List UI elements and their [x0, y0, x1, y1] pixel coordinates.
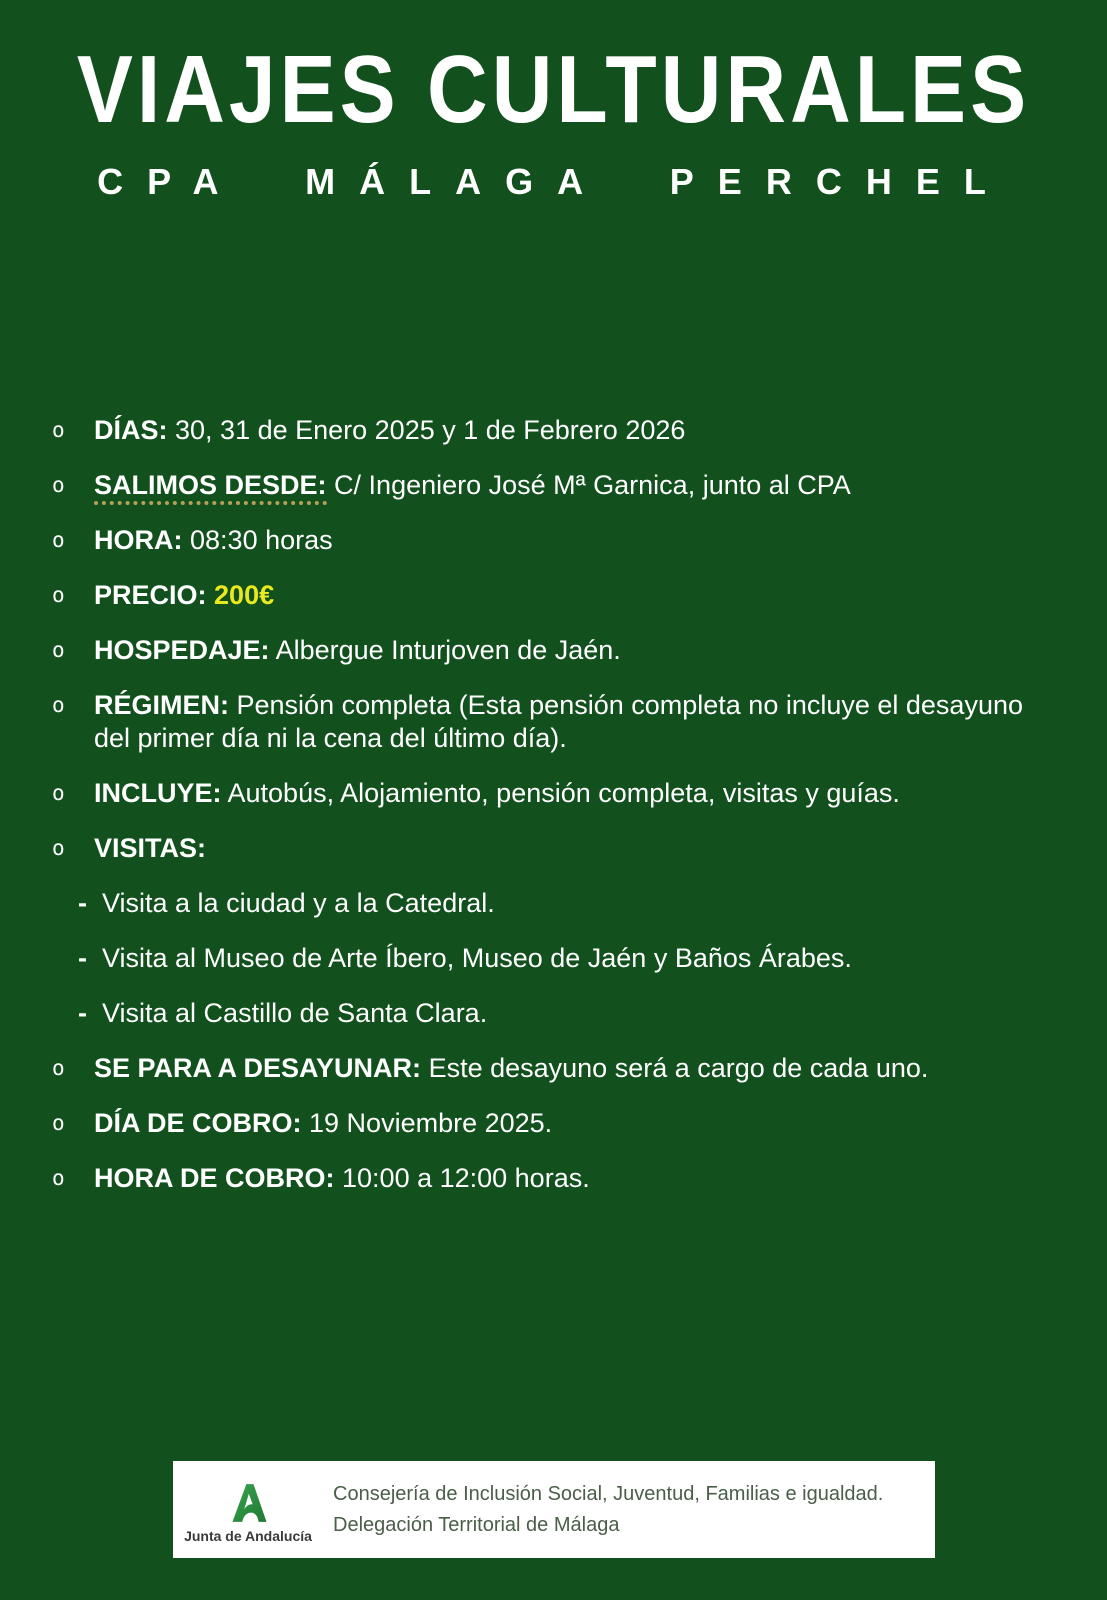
list-item-content: [94, 579, 274, 612]
list-item: [52, 689, 1077, 755]
junta-logo-text: Junta de Andalucía: [184, 1527, 312, 1544]
item-value: Visita al Museo de Arte Íbero, Museo de Jaén y Baños Árabes.: [102, 943, 852, 973]
item-value: Autobús, Alojamiento, pensión completa, visitas y guías.: [227, 778, 900, 808]
list-item-content: [102, 942, 852, 975]
bullet-marker: o: [52, 473, 65, 497]
list-item: [52, 524, 1077, 557]
list-item-content: [94, 1052, 928, 1085]
item-value: Pensión completa (Esta pensión completa no incluye el desayuno del primer día ni la cena del último día).: [94, 690, 1023, 753]
poster-header: [0, 0, 1107, 203]
bullet-marker: o: [52, 528, 65, 552]
item-value: 19 Noviembre 2025.: [309, 1108, 553, 1138]
item-label: HORA DE COBRO:: [94, 1163, 335, 1193]
bullet-marker: o: [52, 638, 65, 662]
list-item: [52, 579, 1077, 612]
bullet-marker: o: [52, 1111, 65, 1135]
item-label: PRECIO:: [94, 580, 207, 610]
list-item-content: [102, 887, 495, 920]
bullet-marker: o: [52, 1056, 65, 1080]
list-item: [52, 414, 1077, 447]
poster-subtitle: CPA MÁLAGA PERCHEL: [97, 161, 1010, 202]
list-item: [52, 469, 1077, 502]
bullet-marker: o: [52, 1166, 65, 1190]
list-item-content: [94, 689, 1054, 755]
list-item-content: [94, 1107, 552, 1140]
item-label: RÉGIMEN:: [94, 690, 229, 720]
list-item-content: [94, 1162, 590, 1195]
item-value: Este desayuno será a cargo de cada uno.: [428, 1053, 929, 1083]
item-value: 10:00 a 12:00 horas.: [342, 1163, 590, 1193]
list-item: [52, 942, 1077, 975]
list-item: [52, 1162, 1077, 1195]
item-label: HOSPEDAJE:: [94, 635, 270, 665]
list-item: [52, 777, 1077, 810]
item-value: 08:30 horas: [190, 525, 333, 555]
bullet-marker: o: [52, 781, 65, 805]
item-value: Albergue Inturjoven de Jaén.: [275, 635, 621, 665]
footer-line1: Consejería de Inclusión Social, Juventud, Familias e igualdad.: [333, 1482, 884, 1505]
item-label: SALIMOS DESDE:: [94, 470, 327, 505]
list-item: [52, 887, 1077, 920]
list-item: [52, 997, 1077, 1030]
list-item-content: [94, 414, 685, 447]
item-label: SE PARA A DESAYUNAR:: [94, 1053, 422, 1083]
list-item: [52, 1052, 1077, 1085]
list-item-content: [94, 777, 900, 810]
bullet-marker: o: [52, 583, 65, 607]
bullet-marker: o: [52, 693, 65, 717]
item-label: DÍAS:: [94, 415, 168, 445]
item-label: VISITAS:: [94, 833, 207, 863]
list-item: [52, 832, 1077, 865]
list-item: [52, 634, 1077, 667]
item-value: Visita al Castillo de Santa Clara.: [102, 998, 488, 1028]
list-item: [52, 1107, 1077, 1140]
list-item-content: [94, 469, 851, 502]
item-label: HORA:: [94, 525, 183, 555]
item-label: DÍA DE COBRO:: [94, 1108, 302, 1138]
dash-marker: -: [78, 943, 87, 973]
footer-text: [333, 1479, 883, 1541]
bullet-marker: o: [52, 418, 65, 442]
item-label: INCLUYE:: [94, 778, 222, 808]
junta-a-icon: [227, 1480, 269, 1526]
item-value: C/ Ingeniero José Mª Garnica, junto al CPA: [334, 470, 851, 500]
junta-andalucia-logo: [173, 1476, 323, 1544]
list-item-content: [102, 997, 487, 1030]
item-value: 200€: [214, 580, 275, 610]
list-item-content: [94, 524, 333, 557]
bullet-marker: o: [52, 836, 65, 860]
dash-marker: -: [78, 998, 87, 1028]
info-list: [52, 414, 1077, 1217]
footer-line2: Delegación Territorial de Málaga: [333, 1513, 620, 1536]
list-item-content: [94, 634, 621, 667]
item-value: 30, 31 de Enero 2025 y 1 de Febrero 2026: [175, 415, 686, 445]
footer-bar: [173, 1461, 935, 1558]
dash-marker: -: [78, 888, 87, 918]
item-value: Visita a la ciudad y a la Catedral.: [102, 888, 495, 918]
poster-title: VIAJES CULTURALES: [76, 35, 1031, 143]
list-item-content: [94, 832, 206, 865]
